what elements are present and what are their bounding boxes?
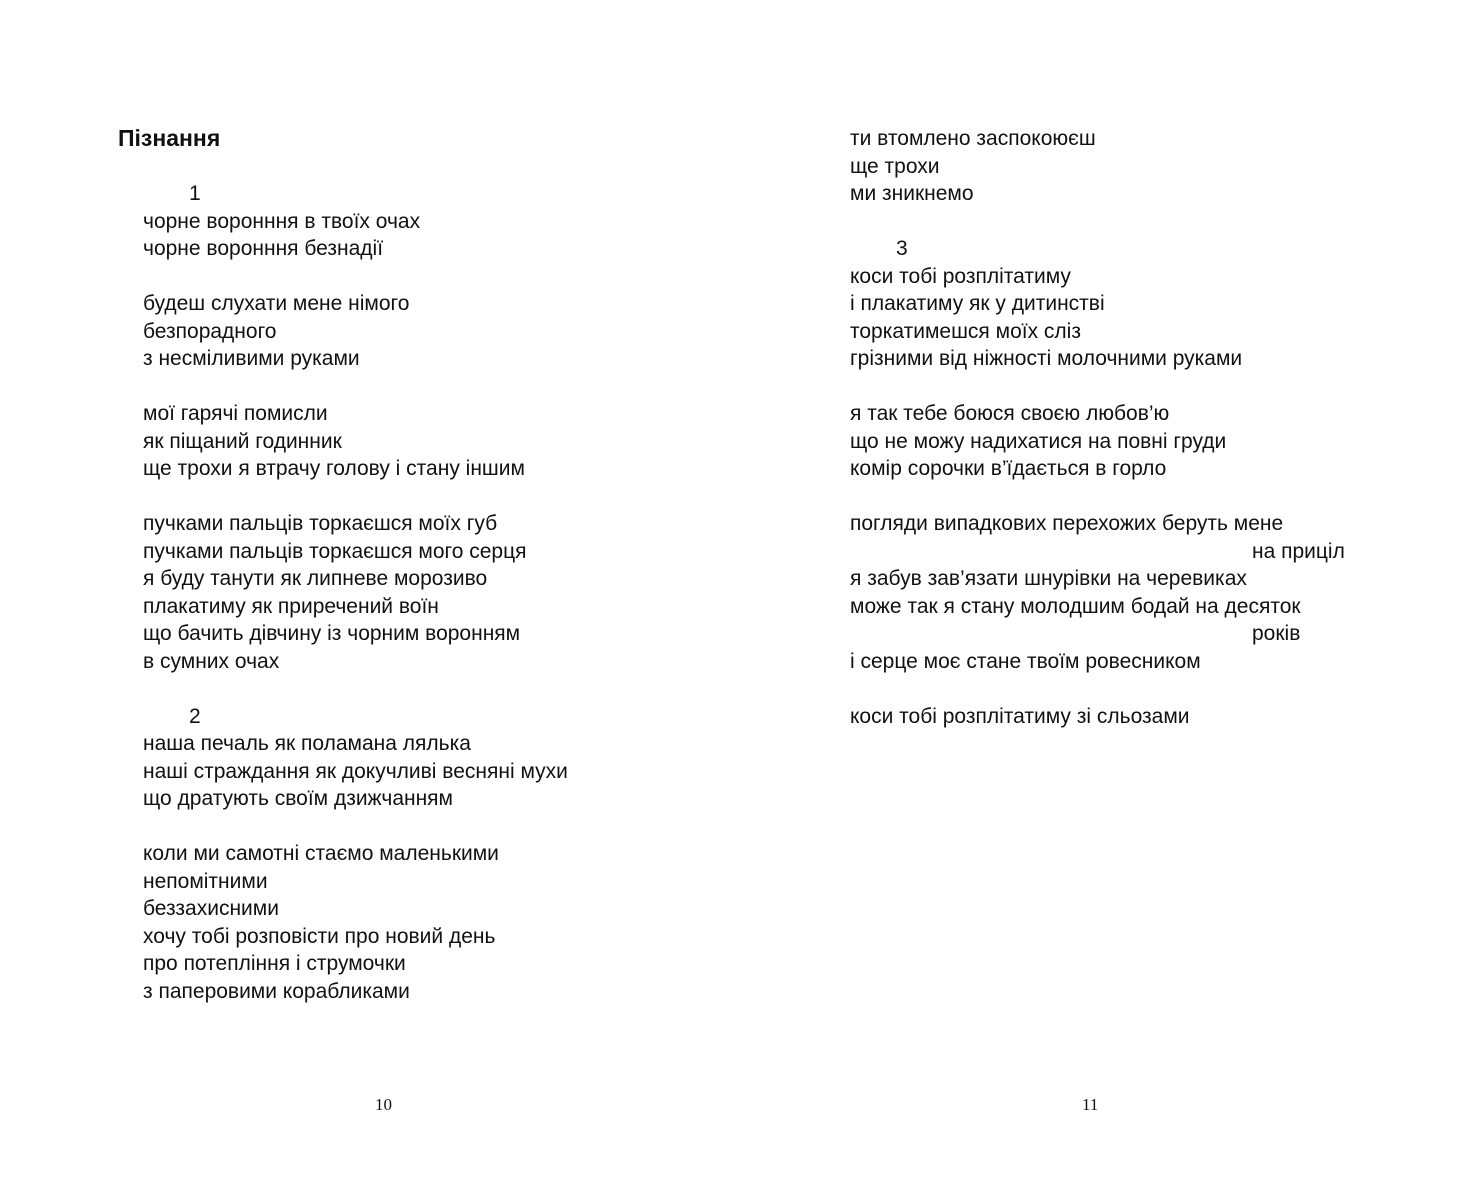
verse-line-continuation: на приціл bbox=[1252, 539, 1345, 563]
verse-line: грізними від ніжності молочними руками bbox=[850, 347, 1243, 370]
verse-line: що бачить дівчину із чорним воронням bbox=[143, 622, 521, 645]
verse-line: чорне воронння в твоїх очах bbox=[143, 209, 421, 233]
verse-line: що не можу надихатися на повні груди bbox=[850, 429, 1227, 453]
verse-line: як піщаний годинник bbox=[143, 429, 342, 453]
page-number-right: 11 bbox=[1082, 1095, 1099, 1114]
right-page bbox=[738, 0, 1476, 1181]
verse-line: з несміливими руками bbox=[143, 347, 360, 370]
verse-line: може так я стану молодшим бодай на десяток bbox=[850, 594, 1301, 618]
right-poem-text bbox=[850, 125, 1345, 730]
stanza-break bbox=[850, 208, 1345, 236]
page-number-left: 10 bbox=[375, 1095, 392, 1114]
verse-line: пучками пальців торкаєшся мого серця bbox=[143, 539, 527, 563]
verse-line: безпорадного bbox=[143, 319, 277, 343]
verse-line: про потепління і струмочки bbox=[143, 952, 406, 975]
verse-line: коси тобі розплітатиму bbox=[850, 264, 1071, 288]
stanza-break bbox=[850, 675, 1345, 703]
verse-line: я забув зав’язати шнурівки на черевиках bbox=[850, 567, 1247, 590]
verse-line: в сумних очах bbox=[143, 649, 280, 673]
verse-line: і серце моє стане твоїм ровесником bbox=[850, 649, 1201, 673]
verse-line: плакатиму як приречений воїн bbox=[143, 594, 439, 618]
section-number-2: 2 bbox=[189, 704, 201, 728]
section-number-3: 3 bbox=[896, 237, 908, 260]
verse-line: коси тобі розплітатиму зі сльозами bbox=[850, 704, 1190, 728]
verse-line: торкатимешся моїх сліз bbox=[850, 319, 1081, 343]
verse-line: коли ми самотні стаємо маленькими bbox=[143, 842, 499, 865]
verse-line: я так тебе боюся своєю любов’ю bbox=[850, 402, 1170, 425]
stanza-break bbox=[143, 483, 568, 511]
verse-line: беззахисними bbox=[143, 897, 279, 920]
verse-line: що дратують своїм дзижчанням bbox=[143, 787, 453, 810]
verse-line: наша печаль як поламана лялька bbox=[143, 732, 471, 755]
verse-line: ще трохи bbox=[850, 154, 940, 178]
verse-line: ми зникнемо bbox=[850, 182, 974, 205]
verse-line: я буду танути як липневе морозиво bbox=[143, 567, 488, 590]
verse-line: хочу тобі розповісти про новий день bbox=[143, 924, 496, 948]
verse-line: будеш слухати мене німого bbox=[143, 292, 410, 315]
verse-line: непомітними bbox=[143, 869, 268, 893]
verse-line: наші страждання як докучливі весняні мухи bbox=[143, 759, 568, 783]
stanza-break bbox=[143, 813, 568, 841]
verse-line-continuation: років bbox=[1252, 622, 1301, 645]
verse-line: мої гарячі помисли bbox=[143, 402, 328, 425]
verse-line: і плакатиму як у дитинстві bbox=[850, 292, 1105, 315]
verse-line: з паперовими корабликами bbox=[143, 979, 410, 1003]
stanza-break bbox=[143, 263, 568, 291]
section-number-1: 1 bbox=[189, 182, 201, 205]
verse-line: ще трохи я втрачу голову і стану іншим bbox=[143, 457, 525, 480]
verse-line: ти втомлено заспокоюєш bbox=[850, 127, 1096, 150]
verse-line: пучками пальців торкаєшся моїх губ bbox=[143, 512, 498, 535]
stanza-break bbox=[850, 373, 1345, 401]
verse-line: погляди випадкових перехожих беруть мене bbox=[850, 512, 1284, 535]
stanza-break bbox=[143, 373, 568, 401]
stanza-break bbox=[143, 675, 568, 703]
verse-line: комір сорочки в’їдається в горло bbox=[850, 457, 1167, 480]
left-poem-text bbox=[143, 180, 568, 1005]
verse-line: чорне воронння безнадії bbox=[143, 237, 384, 260]
poem-title: Пізнання bbox=[118, 125, 221, 151]
stanza-break bbox=[850, 483, 1345, 511]
